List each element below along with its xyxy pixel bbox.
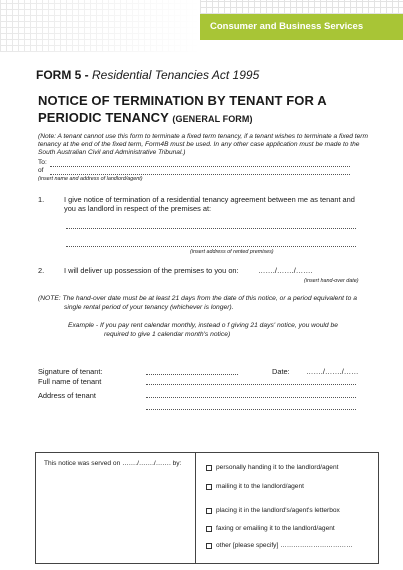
form-number: FORM 5 -	[36, 68, 89, 82]
section2-text: I will deliver up possession of the premises to you on:	[64, 266, 239, 275]
header-pattern-right	[200, 0, 403, 14]
premises-field-2[interactable]	[66, 246, 356, 247]
example-line1: Example - If you pay rent calendar monthly, instead o f giving 21 days' notice, you would be	[68, 322, 338, 329]
header-band	[0, 0, 403, 52]
title-sub: (GENERAL FORM)	[172, 114, 253, 124]
example-line2: required to give 1 calendar month's notice)	[104, 331, 231, 338]
service-box-divider	[195, 452, 196, 564]
note2-line1: (NOTE: The hand-over date must be at least 21 days from the date of this notice, or a period equivalent to a	[38, 295, 357, 302]
date-label: Date:	[272, 367, 290, 376]
form-act: Residential Tenancies Act 1995	[92, 68, 260, 82]
section2-number: 2.	[38, 266, 45, 275]
of-field[interactable]	[50, 174, 350, 175]
option-fax-checkbox[interactable]	[206, 526, 212, 532]
signature-label: Signature of tenant:	[38, 367, 103, 376]
signature-date-field[interactable]: ……./……./……	[306, 367, 359, 376]
note-text: (Note: A tenant cannot use this form to terminate a fixed term tenancy, if a tenant wishes to terminate a fixed term tenancy at the end of the fixed term, Form4B must be used. In any other case application must be made to the South Australian Civil and Administrative Tribunal.)	[38, 133, 368, 157]
form-heading	[36, 68, 259, 82]
option-personal-label: personally handing it to the landlord/agent	[216, 464, 339, 471]
to-field[interactable]	[50, 166, 350, 167]
to-label: To:	[38, 159, 47, 166]
option-letterbox-checkbox[interactable]	[206, 508, 212, 514]
handover-caption: (insert hand-over date)	[304, 278, 359, 284]
of-label: of	[38, 167, 44, 174]
served-lead: This notice was served on ……./……./……. by:	[44, 460, 182, 467]
title-periodic: PERIODIC TENANCY	[38, 110, 169, 125]
header-pattern-fade	[0, 0, 200, 52]
option-mail-label: mailing it to the landlord/agent	[216, 483, 304, 490]
tenant-address-label: Address of tenant	[38, 391, 96, 400]
section1-number: 1.	[38, 195, 45, 204]
option-personal-checkbox[interactable]	[206, 465, 212, 471]
address-caption: (insert name and address of landlord/agent)	[38, 176, 143, 182]
premises-field-1[interactable]	[66, 228, 356, 229]
fullname-label: Full name of tenant	[38, 377, 102, 386]
option-fax-label: faxing or emailing it to the landlord/agent	[216, 525, 335, 532]
note2-line2: single rental period of your tenancy (whichever is longer).	[64, 304, 234, 311]
tenant-address-field-1[interactable]	[146, 397, 356, 398]
signature-field[interactable]	[146, 374, 238, 375]
org-name: Consumer and Business Services	[210, 21, 364, 32]
option-other-checkbox[interactable]	[206, 543, 212, 549]
fullname-field[interactable]	[146, 384, 356, 385]
section1-line1: I give notice of termination of a residential tenancy agreement between me as tenant and	[64, 195, 355, 204]
tenant-address-field-2[interactable]	[146, 409, 356, 410]
page-title-line1: NOTICE OF TERMINATION BY TENANT FOR A	[38, 93, 327, 108]
option-letterbox-label: placing it in the landlord's/agent's letterbox	[216, 507, 340, 514]
option-mail-checkbox[interactable]	[206, 484, 212, 490]
page-title-line2	[38, 110, 253, 125]
premises-caption: (insert address of rented premises)	[190, 249, 274, 255]
option-other-label[interactable]: other [please specify] ……………………………	[216, 542, 353, 549]
section1-line2: you as landlord in respect of the premises at:	[64, 204, 212, 213]
handover-date-field[interactable]: ……./……./…….	[258, 266, 313, 275]
